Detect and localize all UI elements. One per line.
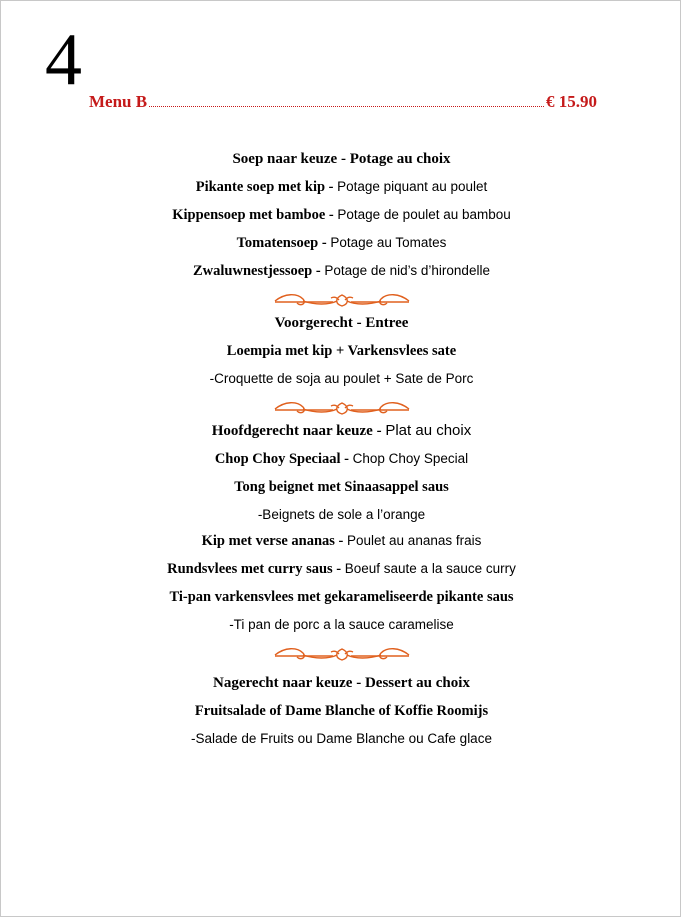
dot-leader xyxy=(149,105,544,107)
menu-item: Tomatensoep - Potage au Tomates xyxy=(236,235,447,251)
menu-item: -Ti pan de porc a la sauce caramelise xyxy=(229,617,454,632)
menu-item: Kip met verse ananas - Poulet au ananas frais xyxy=(201,533,482,549)
menu-header xyxy=(89,92,597,112)
flourish-divider-icon xyxy=(1,643,681,667)
menu-item: -Salade de Fruits ou Dame Blanche ou Cafe glace xyxy=(191,731,492,746)
section-heading-main: Hoofdgerecht naar keuze - Plat au choix xyxy=(211,422,472,439)
menu-item: -Beignets de sole a l’orange xyxy=(257,507,426,522)
menu-item: Pikante soep met kip - Potage piquant au poulet xyxy=(195,179,488,195)
menu-item: Fruitsalade of Dame Blanche of Koffie Roomijs xyxy=(194,703,489,719)
section-heading-soup: Soep naar keuze - Potage au choix xyxy=(232,151,451,167)
section-heading-dessert: Nagerecht naar keuze - Dessert au choix xyxy=(213,675,470,691)
menu-item: Kippensoep met bamboe - Potage de poulet au bambou xyxy=(172,207,511,223)
menu-item: Loempia met kip + Varkensvlees sate xyxy=(226,343,457,359)
page-number: 4 xyxy=(45,19,82,101)
section-heading-starter: Voorgerecht - Entree xyxy=(274,315,409,331)
menu-item: Tong beignet met Sinaasappel saus xyxy=(234,479,449,495)
menu-item: Chop Choy Speciaal - Chop Choy Special xyxy=(214,451,469,467)
menu-title: Menu B xyxy=(89,92,148,111)
flourish-divider-icon xyxy=(1,289,681,313)
menu-item: Rundsvlees met curry saus - Boeuf saute a la sauce curry xyxy=(167,561,516,577)
menu-item: -Croquette de soja au poulet + Sate de Porc xyxy=(209,371,474,386)
menu-content xyxy=(1,149,681,757)
menu-item: Ti-pan varkensvlees met gekarameliseerde pikante saus xyxy=(169,589,514,605)
flourish-divider-icon xyxy=(1,397,681,421)
menu-item: Zwaluwnestjessoep - Potage de nid’s d’hirondelle xyxy=(193,263,490,279)
menu-price: € 15.90 xyxy=(546,92,597,111)
